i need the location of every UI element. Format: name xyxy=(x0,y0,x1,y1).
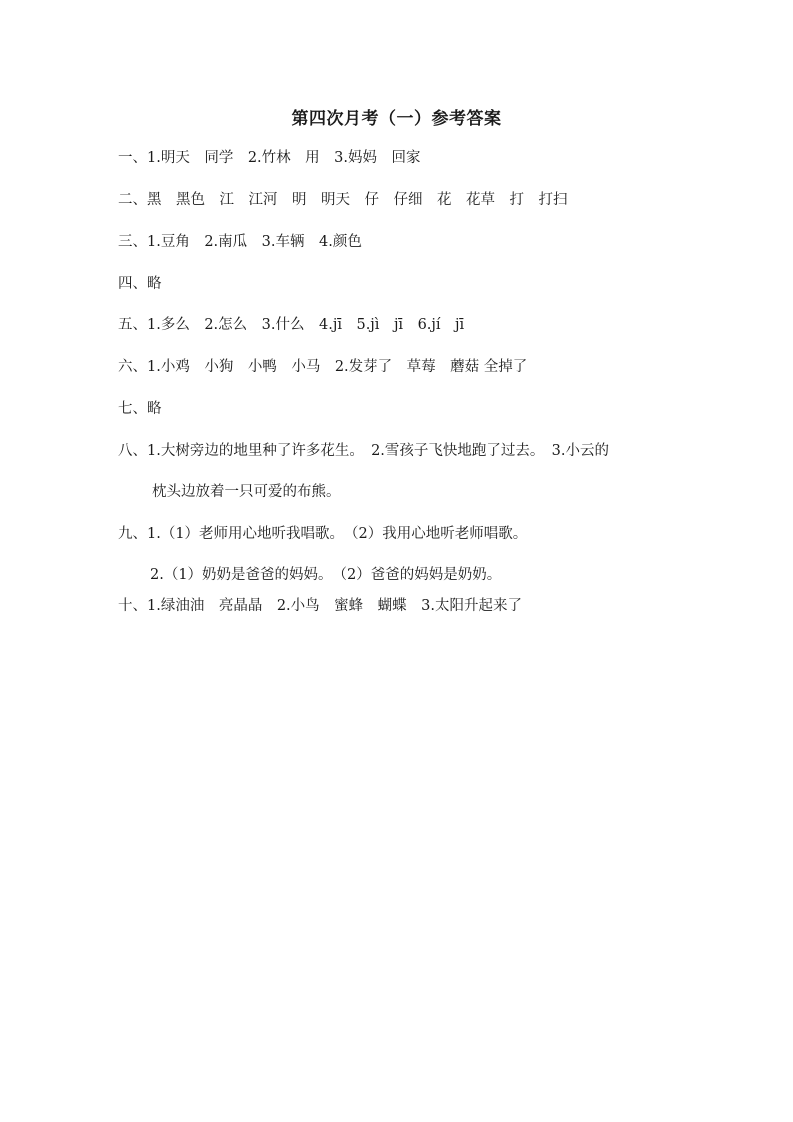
answer-section-8-continued: 枕头边放着一只可爱的布熊。 xyxy=(152,484,341,500)
answer-section-8: 八、1.大树旁边的地里种了许多花生。 2.雪孩子飞快地跑了过去。 3.小云的 xyxy=(118,443,610,459)
answer-section-10: 十、1.绿油油 亮晶晶 2.小鸟 蜜蜂 蝴蝶 3.太阳升起来了 xyxy=(118,598,523,614)
answer-section-2: 二、黑 黑色 江 江河 明 明天 仔 仔细 花 花草 打 打扫 xyxy=(118,192,568,208)
answer-section-7: 七、略 xyxy=(118,401,162,417)
answer-section-3: 三、1.豆角 2.南瓜 3.车辆 4.颜色 xyxy=(118,234,362,250)
answer-section-6: 六、1.小鸡 小狗 小鸭 小马 2.发芽了 草莓 蘑菇 全掉了 xyxy=(118,359,528,375)
answer-section-5: 五、1.多么 2.怎么 3.什么 4.jī 5.jì jī 6.jí jī xyxy=(118,317,465,333)
answer-section-9-part-1: 九、1.（1）老师用心地听我唱歌。 （2）我用心地听老师唱歌。 xyxy=(118,526,528,542)
answer-section-4: 四、略 xyxy=(118,276,162,292)
answer-section-9-part-2: 2.（1）奶奶是爸爸的妈妈。 （2）爸爸的妈妈是奶奶。 xyxy=(150,567,502,583)
answer-section-1: 一、1.明天 同学 2.竹林 用 3.妈妈 回家 xyxy=(118,150,421,166)
page-title: 第四次月考（一）参考答案 xyxy=(291,109,502,129)
